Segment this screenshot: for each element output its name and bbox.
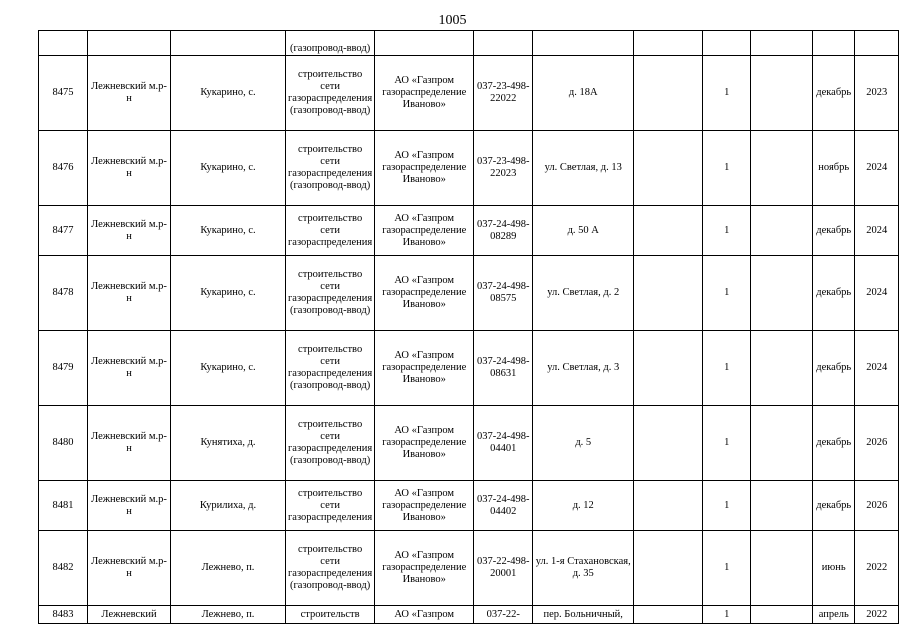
cell-count: 1 <box>703 331 751 406</box>
cell-number: 8478 <box>39 256 88 331</box>
cell-locality: Курилиха, д. <box>171 481 286 531</box>
cell-district: Лежневский м.р-н <box>88 331 171 406</box>
cell-year: 2026 <box>855 406 899 481</box>
table-row <box>39 256 899 331</box>
cell-empty-a <box>634 331 703 406</box>
cell-work-type: строительство сети газораспределения (газопровод-ввод) <box>286 531 375 606</box>
cell-locality: Лежнево, п. <box>171 531 286 606</box>
cell-locality: Кукарино, с. <box>171 206 286 256</box>
cell-year: 2022 <box>855 531 899 606</box>
table-row <box>39 206 899 256</box>
cell-address: д. 18А <box>533 56 634 131</box>
cell-code: 037-23-498-22022 <box>474 56 533 131</box>
cell-number <box>39 31 88 56</box>
cell-empty-b <box>751 256 813 331</box>
cell-count: 1 <box>703 56 751 131</box>
cell-number: 8477 <box>39 206 88 256</box>
cell-address: ул. Светлая, д. 13 <box>533 131 634 206</box>
table-row <box>39 131 899 206</box>
cell-organization: АО «Газпром газораспределение Иваново» <box>375 406 474 481</box>
cell-count: 1 <box>703 256 751 331</box>
cell-month: декабрь <box>813 481 855 531</box>
cell-address: ул. 1-я Стахановская, д. 35 <box>533 531 634 606</box>
cell-year: 2024 <box>855 131 899 206</box>
cell-work-type: строительство сети газораспределения (газопровод-ввод) <box>286 131 375 206</box>
cell-number: 8475 <box>39 56 88 131</box>
cell-code: 037-22-498-20001 <box>474 531 533 606</box>
table-row <box>39 531 899 606</box>
cell-code: 037-24-498-04402 <box>474 481 533 531</box>
cell-work-type: строительство сети газораспределения (газопровод-ввод) <box>286 406 375 481</box>
cell-empty-b <box>751 481 813 531</box>
cell-organization: АО «Газпром <box>375 606 474 624</box>
cell-locality: Кунятиха, д. <box>171 406 286 481</box>
cell-year: 2024 <box>855 331 899 406</box>
cell-count: 1 <box>703 606 751 624</box>
cell-month: декабрь <box>813 256 855 331</box>
cell-empty-a <box>634 406 703 481</box>
cell-district: Лежневский м.р-н <box>88 256 171 331</box>
cell-year: 2024 <box>855 206 899 256</box>
cell-number: 8483 <box>39 606 88 624</box>
cell-district: Лежневский м.р-н <box>88 56 171 131</box>
cell-code <box>474 31 533 56</box>
cell-code: 037-23-498-22023 <box>474 131 533 206</box>
cell-year: 2023 <box>855 56 899 131</box>
cell-month: декабрь <box>813 56 855 131</box>
cell-empty-a <box>634 606 703 624</box>
cell-count <box>751 31 813 56</box>
cell-organization: АО «Газпром газораспределение Иваново» <box>375 256 474 331</box>
cell-empty-a <box>634 256 703 331</box>
cell-district: Лежневский м.р-н <box>88 531 171 606</box>
cell-empty-b <box>703 31 751 56</box>
cell-locality: Кукарино, с. <box>171 131 286 206</box>
cell-year: 2024 <box>855 256 899 331</box>
cell-work-type: строительство сети газораспределения (газопровод-ввод) <box>286 256 375 331</box>
cell-address <box>533 31 634 56</box>
cell-number: 8480 <box>39 406 88 481</box>
cell-code: 037-22- <box>474 606 533 624</box>
cell-year <box>855 31 899 56</box>
cell-number: 8482 <box>39 531 88 606</box>
table-row-partial <box>39 31 899 56</box>
cell-address: д. 12 <box>533 481 634 531</box>
cell-empty-b <box>751 56 813 131</box>
cell-year: 2022 <box>855 606 899 624</box>
cell-month: апрель <box>813 606 855 624</box>
cell-locality: Кукарино, с. <box>171 56 286 131</box>
cell-month: декабрь <box>813 206 855 256</box>
table-row <box>39 331 899 406</box>
cell-empty-a <box>634 131 703 206</box>
cell-empty-a <box>634 531 703 606</box>
table-row <box>39 406 899 481</box>
cell-empty-a <box>634 206 703 256</box>
cell-organization: АО «Газпром газораспределение Иваново» <box>375 331 474 406</box>
cell-address: пер. Больничный, <box>533 606 634 624</box>
cell-organization: АО «Газпром газораспределение Иваново» <box>375 206 474 256</box>
registry-table <box>38 30 899 624</box>
cell-count: 1 <box>703 131 751 206</box>
cell-work-type: строительств <box>286 606 375 624</box>
cell-count: 1 <box>703 206 751 256</box>
cell-empty-b <box>751 131 813 206</box>
cell-empty-b <box>751 406 813 481</box>
cell-empty-b <box>751 606 813 624</box>
cell-code: 037-24-498-08575 <box>474 256 533 331</box>
cell-month <box>813 31 855 56</box>
cell-count: 1 <box>703 531 751 606</box>
cell-work-type: строительство сети газораспределения (газопровод-ввод) <box>286 56 375 131</box>
cell-empty-a <box>634 481 703 531</box>
cell-locality: Лежнево, п. <box>171 606 286 624</box>
cell-empty-b <box>751 531 813 606</box>
cell-organization <box>375 31 474 56</box>
cell-empty-b <box>751 331 813 406</box>
cell-district: Лежневский <box>88 606 171 624</box>
cell-district: Лежневский м.р-н <box>88 481 171 531</box>
cell-number: 8476 <box>39 131 88 206</box>
cell-address: д. 50 А <box>533 206 634 256</box>
cell-code: 037-24-498-04401 <box>474 406 533 481</box>
cell-month: ноябрь <box>813 131 855 206</box>
cell-district: Лежневский м.р-н <box>88 406 171 481</box>
cell-locality <box>171 31 286 56</box>
table-row <box>39 481 899 531</box>
cell-organization: АО «Газпром газораспределение Иваново» <box>375 131 474 206</box>
page-number: 1005 <box>438 13 467 28</box>
cell-district: Лежневский м.р-н <box>88 206 171 256</box>
cell-empty-b <box>751 206 813 256</box>
cell-organization: АО «Газпром газораспределение Иваново» <box>375 531 474 606</box>
cell-address: ул. Светлая, д. 3 <box>533 331 634 406</box>
cell-locality: Кукарино, с. <box>171 256 286 331</box>
table-row <box>39 56 899 131</box>
cell-address: ул. Светлая, д. 2 <box>533 256 634 331</box>
cell-month: декабрь <box>813 331 855 406</box>
cell-work-type: (газопровод-ввод) <box>286 31 375 56</box>
cell-number: 8481 <box>39 481 88 531</box>
cell-empty-a <box>634 56 703 131</box>
cell-number: 8479 <box>39 331 88 406</box>
cell-code: 037-24-498-08631 <box>474 331 533 406</box>
table-row <box>39 606 899 624</box>
cell-locality: Кукарино, с. <box>171 331 286 406</box>
cell-count: 1 <box>703 406 751 481</box>
cell-work-type: строительство сети газораспределения <box>286 206 375 256</box>
cell-count: 1 <box>703 481 751 531</box>
cell-organization: АО «Газпром газораспределение Иваново» <box>375 56 474 131</box>
cell-work-type: строительство сети газораспределения (газопровод-ввод) <box>286 331 375 406</box>
cell-empty-a <box>634 31 703 56</box>
cell-organization: АО «Газпром газораспределение Иваново» <box>375 481 474 531</box>
cell-district: Лежневский м.р-н <box>88 131 171 206</box>
cell-month: июнь <box>813 531 855 606</box>
cell-month: декабрь <box>813 406 855 481</box>
cell-code: 037-24-498-08289 <box>474 206 533 256</box>
cell-work-type: строительство сети газораспределения <box>286 481 375 531</box>
cell-district <box>88 31 171 56</box>
cell-year: 2026 <box>855 481 899 531</box>
cell-address: д. 5 <box>533 406 634 481</box>
